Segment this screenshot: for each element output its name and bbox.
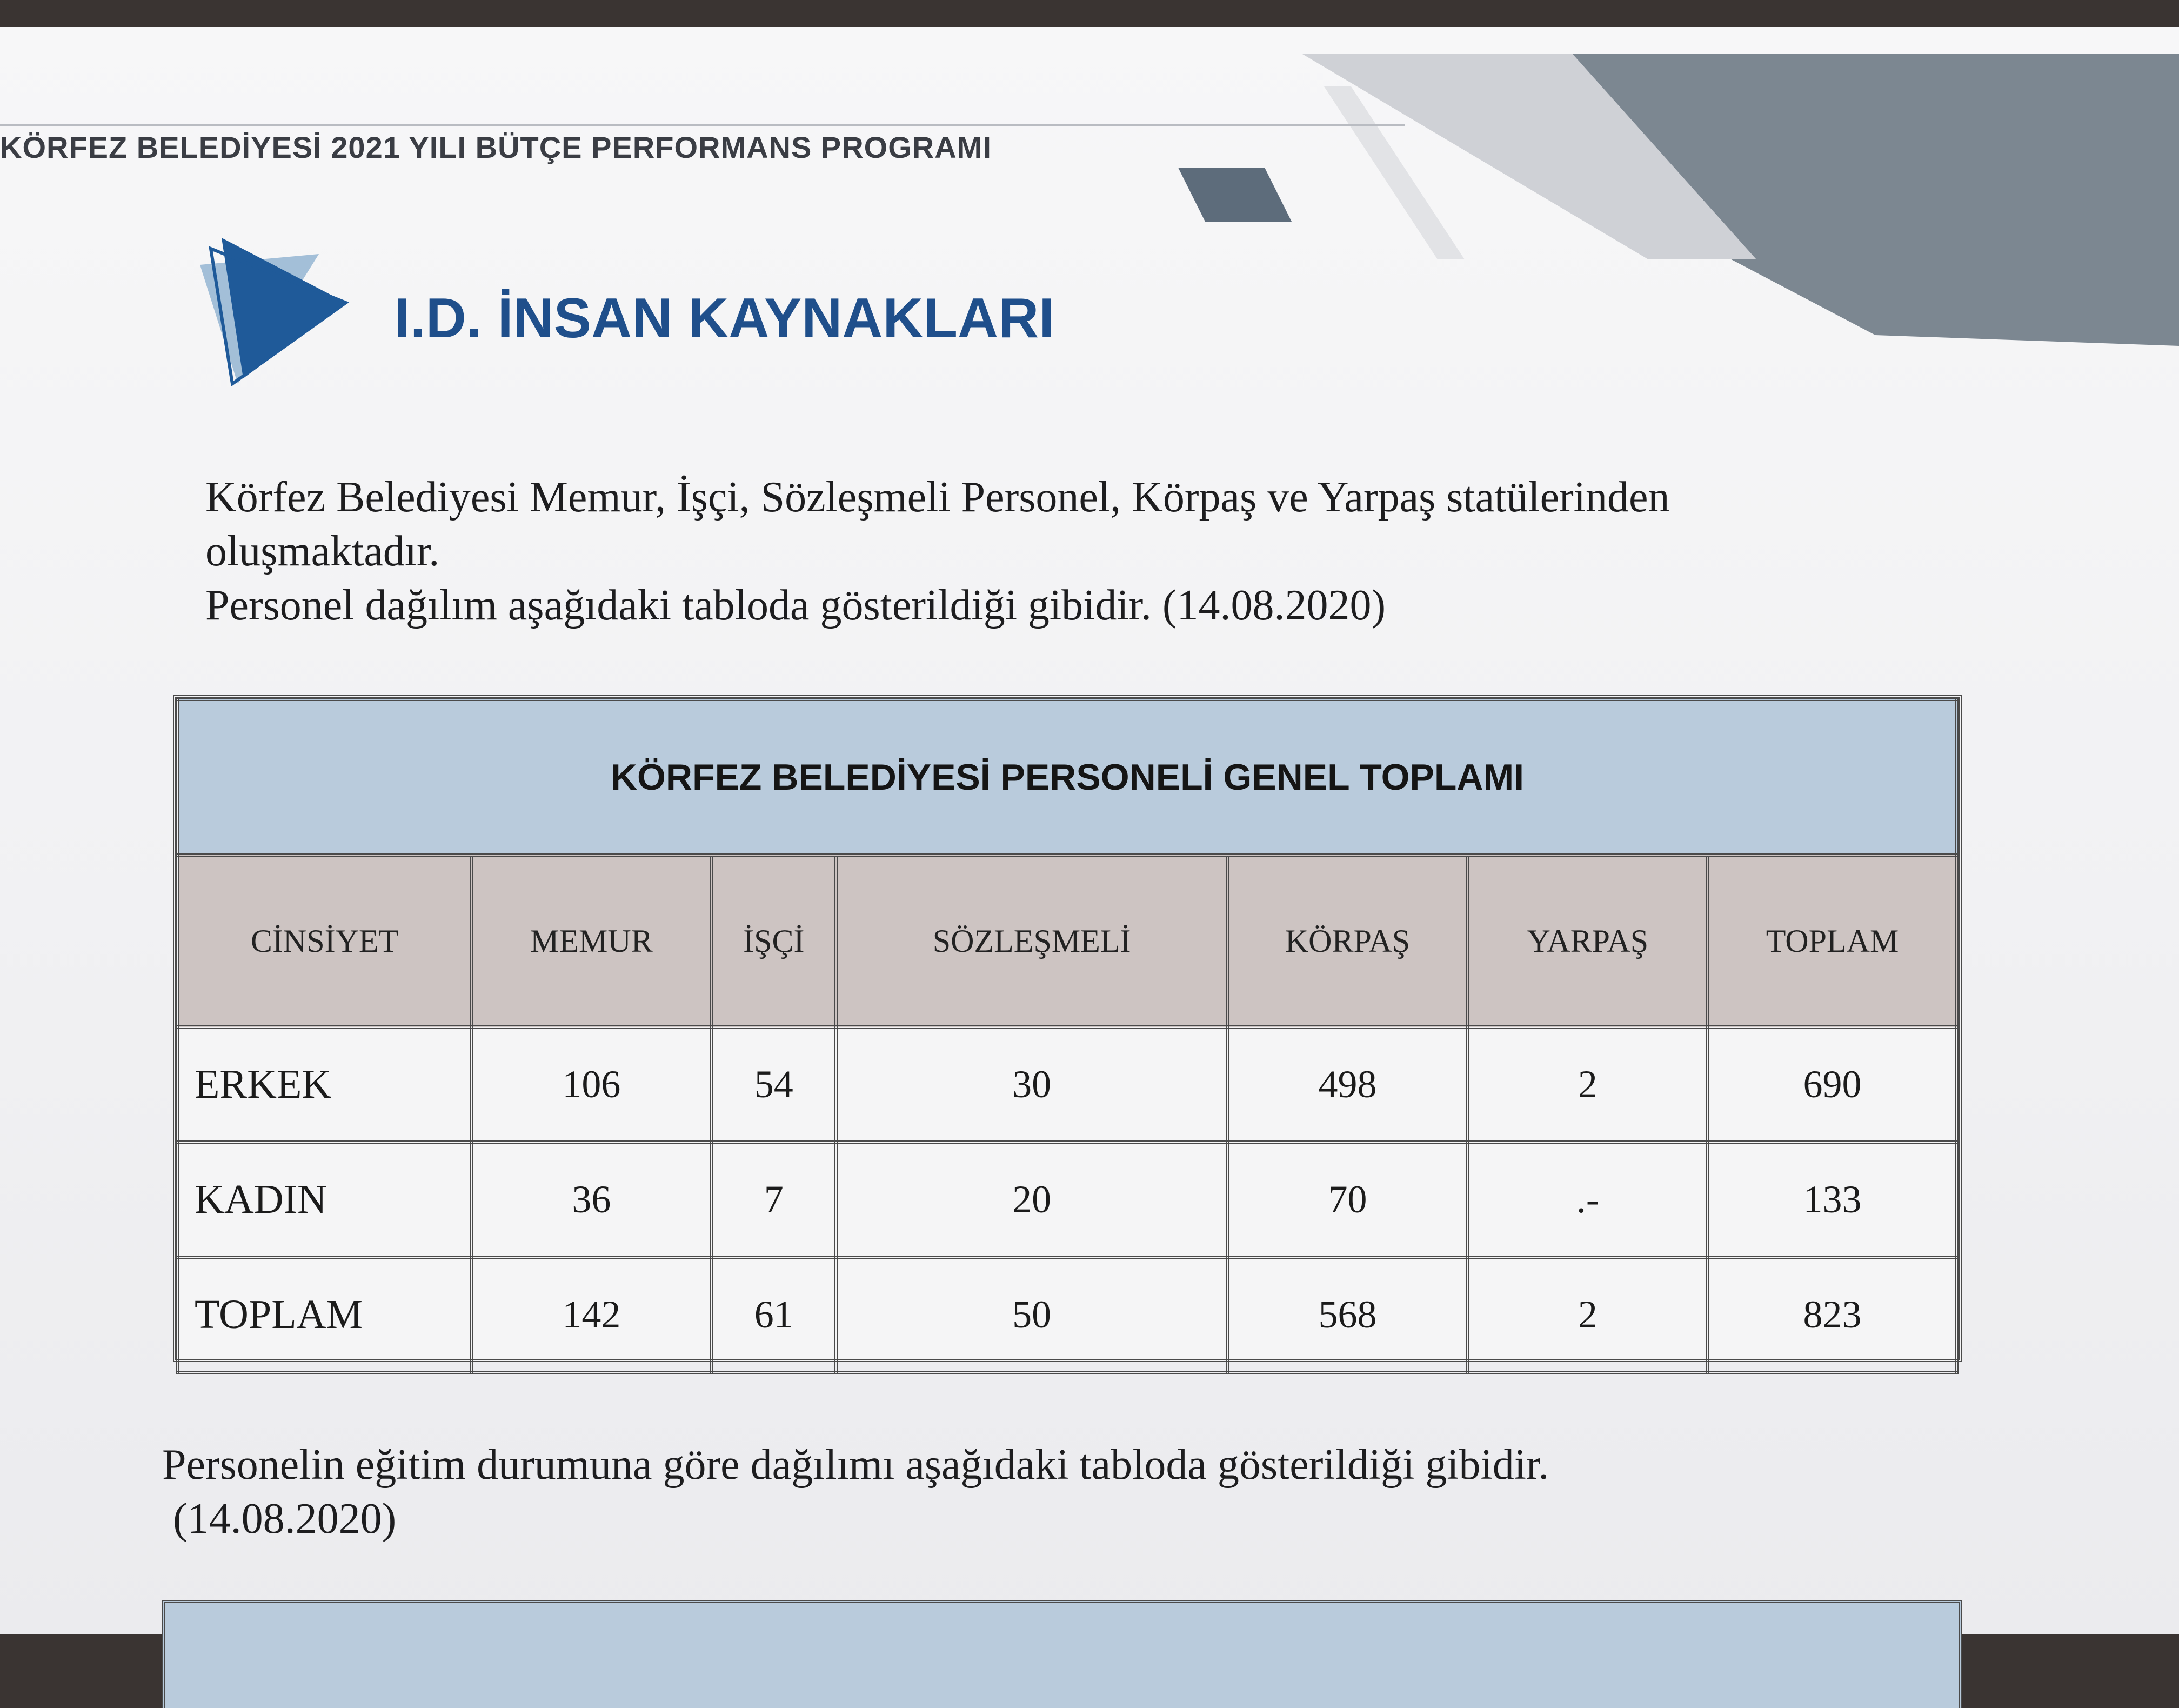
cell-memur: 106	[471, 1027, 711, 1142]
table-title: KÖRFEZ BELEDİYESİ PERSONELİ GENEL TOPLAMI	[178, 699, 1957, 855]
cell-toplam: 823	[1708, 1257, 1957, 1372]
header-toplam: TOPLAM	[1708, 855, 1957, 1027]
cell-korpas: 568	[1227, 1257, 1467, 1372]
cell-sozlesmeli: 20	[836, 1142, 1227, 1257]
cell-sozlesmeli: 30	[836, 1027, 1227, 1142]
row-label: TOPLAM	[178, 1257, 471, 1372]
section-title: I.D. İNSAN KAYNAKLARI	[395, 287, 1055, 350]
play-triangle-icon	[189, 222, 362, 395]
header-korpas: KÖRPAŞ	[1227, 855, 1467, 1027]
header-rule	[0, 124, 1405, 126]
cell-yarpas: 2	[1468, 1257, 1708, 1372]
cell-korpas: 70	[1227, 1142, 1467, 1257]
table-header-row	[178, 855, 1957, 1027]
deco-small-square	[1178, 168, 1292, 222]
cell-sozlesmeli: 50	[836, 1257, 1227, 1372]
cell-isci: 54	[712, 1027, 836, 1142]
header-cinsiyet: CİNSİYET	[178, 855, 471, 1027]
education-table-partial	[162, 1600, 1962, 1708]
row-label: KADIN	[178, 1142, 471, 1257]
document-page	[0, 27, 2179, 1634]
header-yarpas: YARPAŞ	[1468, 855, 1708, 1027]
row-label: ERKEK	[178, 1027, 471, 1142]
table-row-erkek	[178, 1027, 1957, 1142]
cell-memur: 36	[471, 1142, 711, 1257]
personnel-table	[173, 695, 1962, 1362]
header-memur: MEMUR	[471, 855, 711, 1027]
cell-isci: 61	[712, 1257, 836, 1372]
cell-yarpas: 2	[1468, 1027, 1708, 1142]
intro-line-3: Personel dağılım aşağıdaki tabloda gösterildiği gibidir. (14.08.2020)	[205, 582, 1386, 629]
document-header-title: KÖRFEZ BELEDİYESİ 2021 YILI BÜTÇE PERFORMANS PROGRAMI	[0, 130, 992, 164]
cell-isci: 7	[712, 1142, 836, 1257]
intro-paragraph	[205, 470, 1670, 632]
cell-yarpas: .-	[1468, 1142, 1708, 1257]
header-decoration	[1162, 54, 2179, 357]
education-line-1: Personelin eğitim durumuna göre dağılımı aşağıdaki tabloda gösterildiği gibidir.	[162, 1441, 1549, 1489]
cell-memur: 142	[471, 1257, 711, 1372]
intro-line-2: oluşmaktadır.	[205, 528, 440, 575]
education-line-2: (14.08.2020)	[162, 1495, 397, 1543]
table-row-kadin	[178, 1142, 1957, 1257]
cell-korpas: 498	[1227, 1027, 1467, 1142]
cell-toplam: 690	[1708, 1027, 1957, 1142]
cell-toplam: 133	[1708, 1142, 1957, 1257]
table-row-toplam	[178, 1257, 1957, 1372]
intro-line-1: Körfez Belediyesi Memur, İşçi, Sözleşmeli Personel, Körpaş ve Yarpaş statülerinden	[205, 473, 1670, 521]
education-paragraph	[162, 1438, 1549, 1546]
header-isci: İŞÇİ	[712, 855, 836, 1027]
header-sozlesmeli: SÖZLEŞMELİ	[836, 855, 1227, 1027]
